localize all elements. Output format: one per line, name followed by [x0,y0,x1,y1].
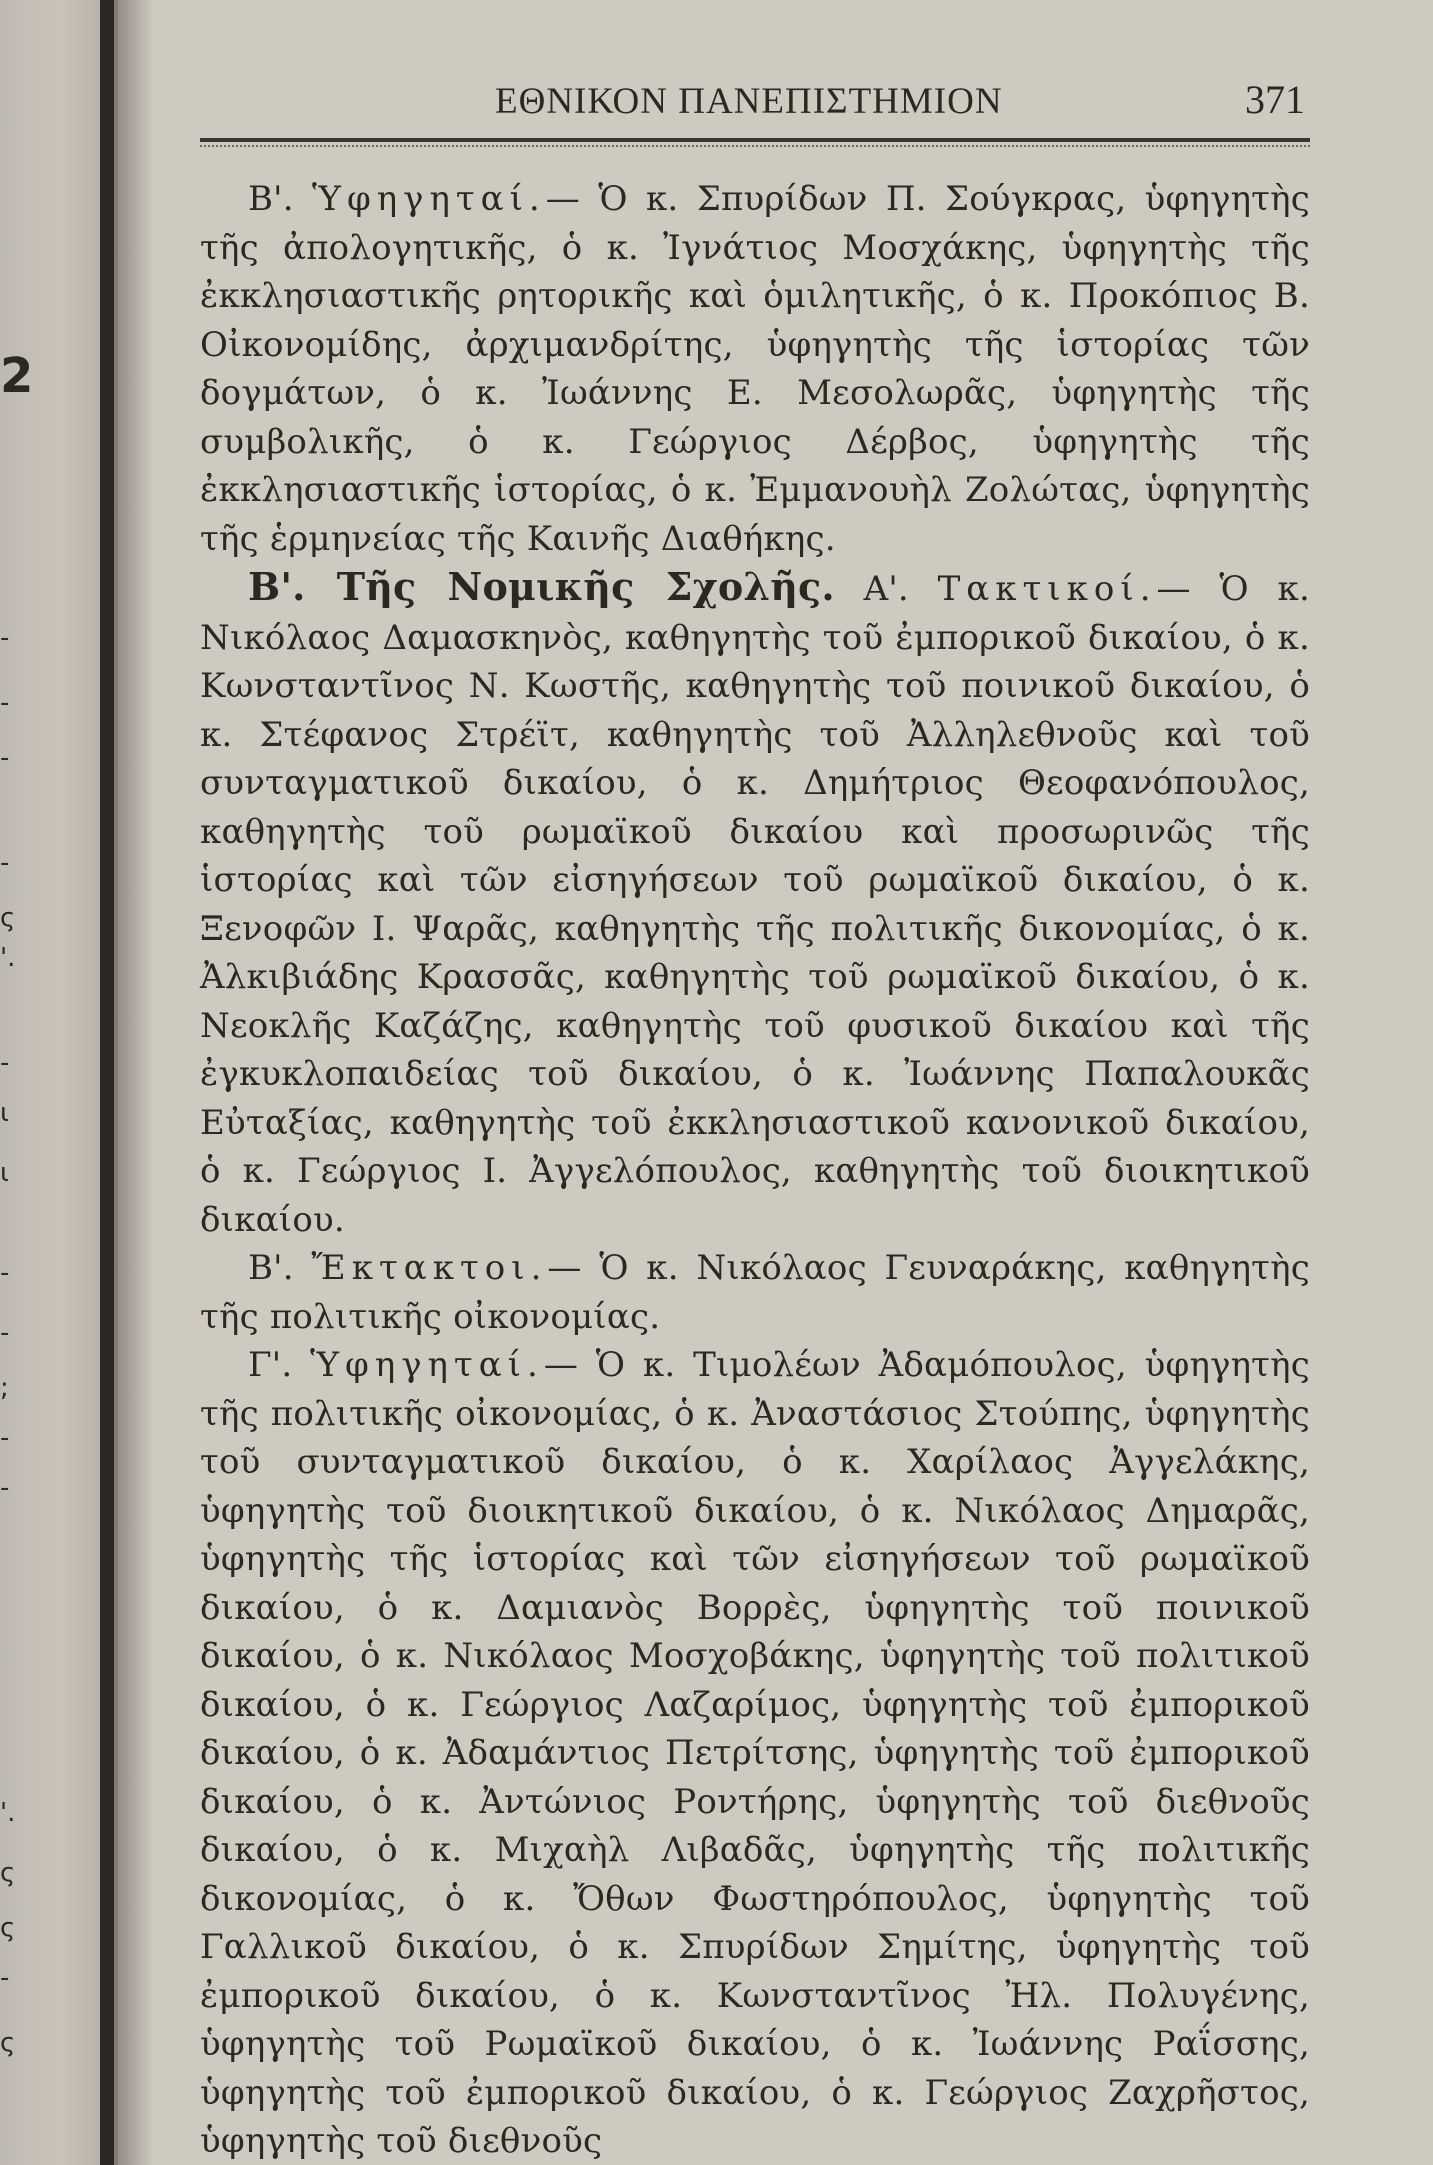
margin-mark: - [0,1473,10,1503]
margin-mark: - [0,623,10,653]
paragraph-text: — Ὁ κ. Σπυρίδων Π. Σούγκρας, ὑφηγητὴς τῆς ἀπολογητικῆς, ὁ κ. Ἰγνάτιος Μοσχάκης, ὑφηγητὴς τῆς ἐκκλησιαστικῆς ρητορικῆς καὶ ὁμιλητικῆς, ὁ κ. Προκόπιος Β. Οἰκονομίδης, ἀρχιμανδρίτης, ὑφηγητὴς τῆς ἱστορίας τῶν δογμάτων, ὁ κ. Ἰωάννης Ε. Μεσολωρᾶς, ὑφηγητὴς τῆς συμβολικῆς, ὁ κ. Γεώργιος Δέρβος, ὑφηγητὴς τῆς ἐκκλησιαστικῆς ἱστορίας, ὁ κ. Ἐμμανουὴλ Ζολώτας, ὑφηγητὴς τῆς ἑρμηνείας τῆς Καινῆς Διαθήκης. [200,179,1310,559]
header-rule [200,138,1310,142]
paragraph-text: — Ὁ κ. Νικόλαος Δαμασκηνὸς, καθηγητὴς τοῦ ἐμπορικοῦ δικαίου, ὁ κ. Κωνσταντῖνος Ν. Κωστῆς, καθηγητὴς τοῦ ποινικοῦ δικαίου, ὁ κ. Στέφανος Στρέϊτ, καθηγητὴς τοῦ Ἀλληλεθνοῦς καὶ τοῦ συνταγματικοῦ δικαίου, ὁ κ. Δημήτριος Θεοφανόπουλος, καθηγητὴς τοῦ ρωμαϊκοῦ δικαίου καὶ προσωρινῶς τῆς ἱστορίας καὶ τῶν εἰσηγήσεων τοῦ ρωμαϊκοῦ δικαίου, ὁ κ. Ξενοφῶν Ι. Ψαρᾶς, καθηγητὴς τῆς πολιτικῆς δικονομίας, ὁ κ. Ἀλκιβιάδης Κρασσᾶς, καθηγητὴς τοῦ ρωμαϊκοῦ δικαίου, ὁ κ. Νεοκλῆς Καζάζης, καθηγητὴς τοῦ φυσικοῦ δικαίου καὶ τῆς ἐγκυκλοπαιδείας τοῦ δικαίου, ὁ κ. Ἰωάννης Παπαλουκᾶς Εὐταξίας, καθηγητὴς τοῦ ἐκκλησιαστικοῦ κανονικοῦ δικαίου, ὁ κ. Γεώργιος Ι. Ἀγγελόπουλος, καθηγητὴς τοῦ διοικητικοῦ δικαίου. [200,569,1311,1240]
running-header [175,60,1325,130]
margin-mark: - [0,1258,10,1288]
margin-mark: ι [0,1158,9,1188]
margin-mark: '. [0,1798,16,1828]
paragraph-law-lecturers [200,1341,1310,2165]
paragraph-text: — Ὁ κ. Νικόλαος Γευναράκης, καθηγητὴς τῆς πολιτικῆς οἰκονομίας. [200,1248,1310,1337]
margin-mark: ι [0,1098,9,1128]
margin-mark: ς [0,2028,16,2058]
margin-mark: '. [0,943,16,973]
school-heading: Β'. Τῆς Νομικῆς Σχολῆς. [248,564,835,609]
subsection-label: Α'. [863,569,909,609]
binding-gutter [100,0,114,2165]
section-heading: Ὑφηγηταί. [310,1345,544,1385]
page-number: 371 [1245,77,1305,122]
paragraph-text: — Ὁ κ. Τιμολέων Ἀδαμόπουλος, ὑφηγητὴς τῆς πολιτικῆς οἰκονομίας, ὁ κ. Ἀναστάσιος Στούπης, ὑφηγητὴς τοῦ συνταγματικοῦ δικαίου, ὁ κ. Χαρίλαος Ἀγγελάκης, ὑφηγητὴς τοῦ διοικητικοῦ δικαίου, ὁ κ. Νικόλαος Δημαρᾶς, ὑφηγητὴς τῆς ἱστορίας καὶ τῶν εἰσηγήσεων τοῦ ρωμαϊκοῦ δικαίου, ὁ κ. Δαμιανὸς Βορρὲς, ὑφηγητὴς τοῦ ποινικοῦ δικαίου, ὁ κ. Νικόλαος Μοσχοβάκης, ὑφηγητὴς τοῦ πολιτικοῦ δικαίου, ὁ κ. Γεώργιος Λαζαρίμος, ὑφηγητὴς τοῦ ἐμπορικοῦ δικαίου, ὁ κ. Ἀδαμάντιος Πετρίτσης, ὑφηγητὴς τοῦ ἐμπορικοῦ δικαίου, ὁ κ. Ἀντώνιος Ροντήρης, ὑφηγητὴς τοῦ διεθνοῦς δικαίου, ὁ κ. Μιχαὴλ Λιβαδᾶς, ὑφηγητὴς τῆς πολιτικῆς δικονομίας, ὁ κ. Ὄθων Φωστηρόπουλος, ὑφηγητὴς τοῦ Γαλλικοῦ δικαίου, ὁ κ. Σπυρίδων Σημίτης, ὑφηγητὴς τοῦ ἐμπορικοῦ δικαίου, ὁ κ. Κωνσταντῖνος Ἠλ. Πολυγένης, ὑφηγητὴς τοῦ Ρωμαϊκοῦ δικαίου, ὁ κ. Ἰωάννης Ραΐσσης, ὑφηγητὴς τοῦ ἐμπορικοῦ δικαίου, ὁ κ. Γεώργιος Ζαχρῆστος, ὑφηγητὴς τοῦ διεθνοῦς [200,1345,1310,2161]
section-label: Β'. [248,1248,294,1288]
margin-mark: - [0,1048,10,1078]
margin-mark: 2 [0,348,34,404]
paragraph-theology-lecturers [200,175,1310,563]
margin-mark: - [0,1423,10,1453]
margin-mark: - [0,688,10,718]
gutter-shadow [114,0,154,2165]
section-heading: Ὑφηγηταί. [312,179,546,219]
section-label: Β'. [248,179,294,219]
margin-mark: ς [0,1858,16,1888]
margin-mark: ; [0,1373,9,1403]
margin-mark: ς [0,1913,16,1943]
page-body [200,175,1310,2165]
header-rule-dotted [200,145,1310,147]
running-title: ΕΘΝΙΚΟΝ ΠΑΝΕΠΙΣΤΗΜΙΟΝ [495,81,1003,122]
margin-mark: - [0,1963,10,1993]
section-heading: Ἔκτακτοι. [311,1248,548,1288]
margin-mark: - [0,1318,10,1348]
paragraph-law-extraordinary [200,1244,1310,1341]
section-label: Γ'. [248,1345,293,1385]
margin-mark: ς [0,903,16,933]
book-page [175,60,1325,2161]
paragraph-law-ordinary [200,563,1310,1244]
margin-mark: - [0,743,10,773]
section-heading: Τακτικοί. [937,569,1157,609]
margin-mark: - [0,848,10,878]
